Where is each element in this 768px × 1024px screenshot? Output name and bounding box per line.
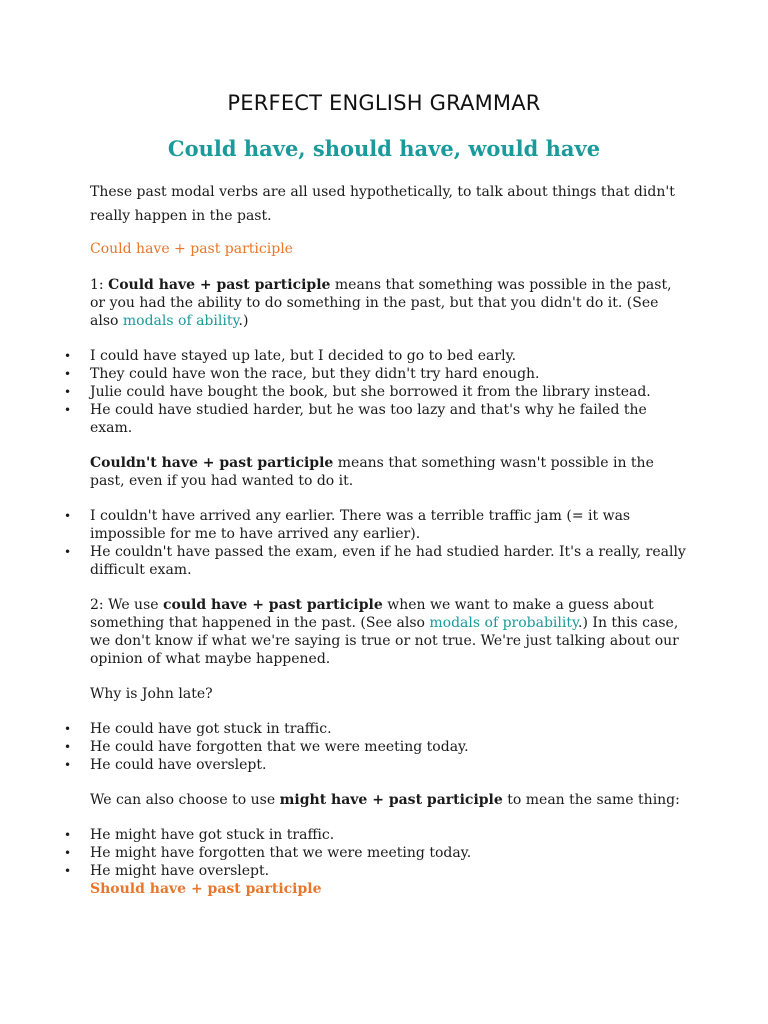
paragraph-might-have [90, 791, 690, 809]
example-list-guess [64, 720, 690, 774]
bullet-icon: • [64, 367, 72, 381]
example-list-might-have [64, 826, 690, 880]
list-item [64, 365, 690, 383]
section-heading-should-have: Should have + past participle [90, 881, 322, 897]
list-item [64, 401, 690, 437]
bullet-icon: • [64, 509, 72, 523]
bullet-icon: • [64, 740, 72, 754]
list-item [64, 862, 690, 880]
bullet-icon: • [64, 385, 72, 399]
article-body [64, 180, 690, 897]
bullet-icon: • [64, 758, 72, 772]
paragraph-end: .) In this case, we don't know if what we're saying is true or not true. We're just talking about our opinion of what maybe happened. [90, 615, 679, 667]
list-item-text: He might have got stuck in traffic. [90, 827, 335, 843]
modals-of-probability-link[interactable]: modals of probability [429, 615, 579, 631]
paragraph-number: 2: We use [90, 597, 163, 613]
bold-term: Couldn't have + past participle [90, 455, 334, 471]
list-item-text: I could have stayed up late, but I decided to go to bed early. [90, 348, 517, 364]
list-item-text: I couldn't have arrived any earlier. There was a terrible traffic jam (= it was impossible for me to have arrived any earlier). [90, 508, 631, 542]
page-title: Could have, should have, would have [167, 136, 601, 161]
list-item [64, 756, 690, 774]
bullet-icon: • [64, 828, 72, 842]
paragraph-could-have-meaning [90, 276, 690, 330]
list-item [64, 738, 690, 756]
list-item [64, 383, 690, 401]
list-item-text: He might have overslept. [90, 863, 270, 879]
bold-term: Could have + past participle [108, 277, 331, 293]
list-item-text: They could have won the race, but they didn't try hard enough. [90, 366, 540, 382]
list-item [64, 543, 690, 579]
list-item-text: He could have studied harder, but he was too lazy and that's why he failed the exam. [90, 402, 647, 436]
question-text: Why is John late? [90, 686, 213, 702]
bullet-icon: • [64, 403, 72, 417]
list-item [64, 507, 690, 543]
modals-of-ability-link[interactable]: modals of ability [122, 313, 239, 329]
list-item-text: He could have forgotten that we were meeting today. [90, 739, 469, 755]
paragraph-guess [90, 596, 690, 668]
list-item-text: He could have overslept. [90, 757, 267, 773]
bullet-icon: • [64, 864, 72, 878]
list-item [64, 720, 690, 738]
bold-term: could have + past participle [163, 597, 383, 613]
paragraph-end: to mean the same thing: [502, 792, 680, 808]
intro-paragraph: These past modal verbs are all used hypothetically, to talk about things that didn't really happen in the past. [90, 184, 675, 224]
bullet-icon: • [64, 722, 72, 736]
paragraph-number: 1: [90, 277, 109, 293]
list-item [64, 826, 690, 844]
bullet-icon: • [64, 846, 72, 860]
list-item-text: He could have got stuck in traffic. [90, 721, 332, 737]
list-item [64, 347, 690, 365]
list-item-text: He couldn't have passed the exam, even if he had studied harder. It's a really, really difficult exam. [90, 544, 686, 578]
list-item-text: He might have forgotten that we were meeting today. [90, 845, 472, 861]
paragraph-text: We can also choose to use [90, 792, 280, 808]
bullet-icon: • [64, 349, 72, 363]
site-title: PERFECT ENGLISH GRAMMAR [227, 91, 541, 115]
paragraph-text: means that something was possible in the past, or you had the ability to do something in the past, but that you didn't do it. (See also [90, 277, 672, 329]
paragraph-end: .) [238, 313, 249, 329]
bold-term: might have + past participle [279, 792, 503, 808]
paragraph-text: means that something wasn't possible in the past, even if you had wanted to do it. [90, 455, 654, 489]
example-list-could-have [64, 347, 690, 437]
section-heading-could-have: Could have + past participle [90, 241, 293, 257]
paragraph-couldnt-have [90, 454, 690, 490]
list-item [64, 844, 690, 862]
bullet-icon: • [64, 545, 72, 559]
list-item-text: Julie could have bought the book, but she borrowed it from the library instead. [90, 384, 651, 400]
example-list-couldnt-have [64, 507, 690, 579]
paragraph-text: when we want to make a guess about something that happened in the past. (See also [90, 597, 654, 631]
